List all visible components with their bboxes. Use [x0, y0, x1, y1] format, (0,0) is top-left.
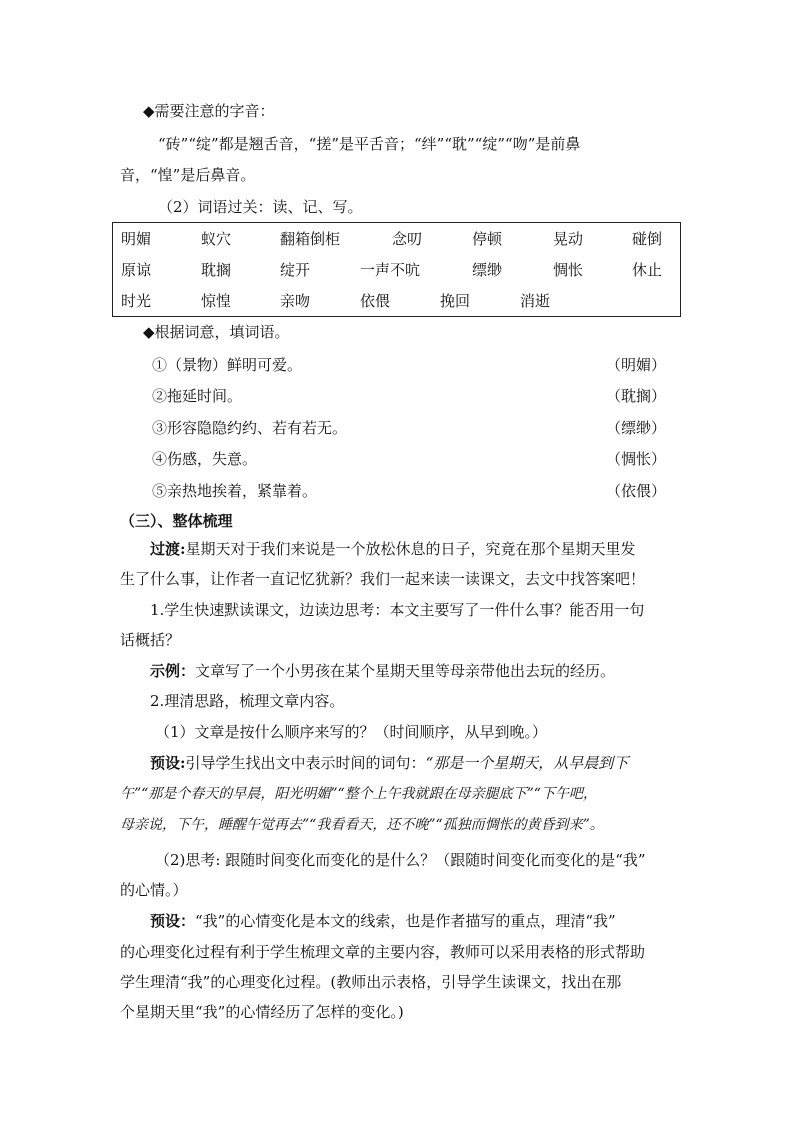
fill-answer: （明媚）	[606, 356, 667, 374]
vocab-word: 原谅	[121, 261, 152, 279]
vocab-word: 绽开	[280, 261, 311, 279]
fill-heading: ◆根据词意，填词语。	[143, 323, 290, 341]
question-2: 2.理清思路，梳理文章内容。	[150, 692, 345, 710]
preset-text: 引导学生找出文中表示时间的词句：	[185, 754, 426, 772]
preset-label: 预设:	[150, 754, 186, 772]
preset-1-line-3: 母亲说，下午，睡醒午觉再去”“我看看天，还不晚”“孤独而惆怅的黄昏到来”。	[120, 817, 604, 833]
preset-2-line-4: 个星期天里“我”的心情经历了怎样的变化。)	[120, 1003, 404, 1021]
preset-2-line-2: 的心理变化过程有利于学生梳理文章的主要内容，教师可以采用表格的形式帮助	[120, 943, 646, 961]
vocab-word: 亲吻	[280, 292, 311, 310]
preset-2-line-3: 学生理清“我”的心理变化过程。(教师出示表格，引导学生读课文，找出在那	[120, 973, 622, 991]
vocabulary-box	[112, 222, 681, 317]
fill-question: ②拖延时间。	[152, 387, 243, 405]
vocab-word: 明媚	[121, 230, 152, 248]
transition-line-1	[150, 539, 636, 559]
question-1-line-2: 话概括？	[120, 631, 181, 649]
section-title: （三）、整体梳理	[120, 512, 233, 530]
question-2-2-line-1: （2)思考: 跟随时间变化而变化的是什么？（跟随时间变化而变化的是“我”	[155, 851, 646, 869]
vocab-word: 一声不吭	[360, 261, 421, 279]
vocab-word: 蚁穴	[201, 230, 232, 248]
fill-question: ③形容隐隐约约、若有若无。	[152, 419, 348, 437]
fill-answer: （惆怅）	[606, 450, 667, 468]
fill-question: ①（景物）鲜明可爱。	[152, 356, 303, 374]
preset-2-line-1	[150, 911, 616, 931]
transition-line-2: 生了什么事，让作者一直记忆犹新？我们一起来读一读课文，去文中找答案吧！	[120, 570, 646, 588]
vocab-word: 停顿	[472, 230, 503, 248]
fill-answer: （依偎）	[606, 482, 667, 500]
transition-text: 星期天对于我们来说是一个放松休息的日子，究竟在那个星期天里发	[185, 540, 636, 558]
vocab-word: 依偎	[360, 292, 391, 310]
vocab-word: 惆怅	[553, 261, 584, 279]
vocab-word: 念叨	[392, 230, 423, 248]
preset-2-label: 预设：	[150, 912, 196, 930]
preset-1-line-1	[150, 753, 628, 773]
question-2-1: （1）文章是按什么顺序来写的？（时间顺序，从早到晚。）	[155, 723, 548, 741]
example-label: 示例：	[150, 662, 196, 680]
vocab-word: 惊惶	[201, 292, 232, 310]
pronunciation-line-2: 音，“惶”是后鼻音。	[120, 166, 256, 184]
question-1-line-1: 1.学生快速默读课文，边读边思考：本文主要写了一件什么事？能否用一句	[150, 601, 645, 619]
example-text: 文章写了一个小男孩在某个星期天里等母亲带他出去玩的经历。	[195, 662, 616, 680]
fill-question: ④伤感，失意。	[152, 450, 258, 468]
vocab-word: 休止	[632, 261, 663, 279]
vocab-word: 缥缈	[472, 261, 503, 279]
fill-answer: （缥缈）	[606, 419, 667, 437]
preset-2-text: “我”的心情变化是本文的线索，也是作者描写的重点，理清“我”	[195, 912, 616, 930]
fill-answer: （耽搁）	[606, 387, 667, 405]
vocab-intro: （2）词语过关：读、记、写。	[158, 198, 363, 216]
vocab-word: 挽回	[440, 292, 471, 310]
vocab-word: 时光	[121, 292, 152, 310]
transition-label: 过渡:	[150, 540, 186, 558]
vocab-word: 消逝	[520, 292, 551, 310]
vocab-word: 翻箱倒柜	[280, 230, 341, 248]
vocab-word: 耽搁	[201, 261, 232, 279]
example-line	[150, 661, 615, 681]
preset-quote: “那是一个星期天，从早晨到下	[425, 754, 629, 772]
pronunciation-line-1: “砖”“绽”都是翘舌音，“搓”是平舌音；“绊”“耽”“绽”“吻”是前鼻	[158, 135, 581, 153]
preset-1-line-2: 午”“那是个春天的早晨，阳光明媚”“整个上午我就跟在母亲腿底下”“下午吧，	[120, 786, 597, 802]
pronunciation-heading: ◆需要注意的字音：	[143, 102, 275, 120]
question-2-2-line-2: 的心情。）	[120, 881, 188, 899]
fill-question: ⑤亲热地挨着，紧靠着。	[152, 482, 318, 500]
vocab-word: 碰倒	[632, 230, 663, 248]
vocab-word: 晃动	[553, 230, 584, 248]
